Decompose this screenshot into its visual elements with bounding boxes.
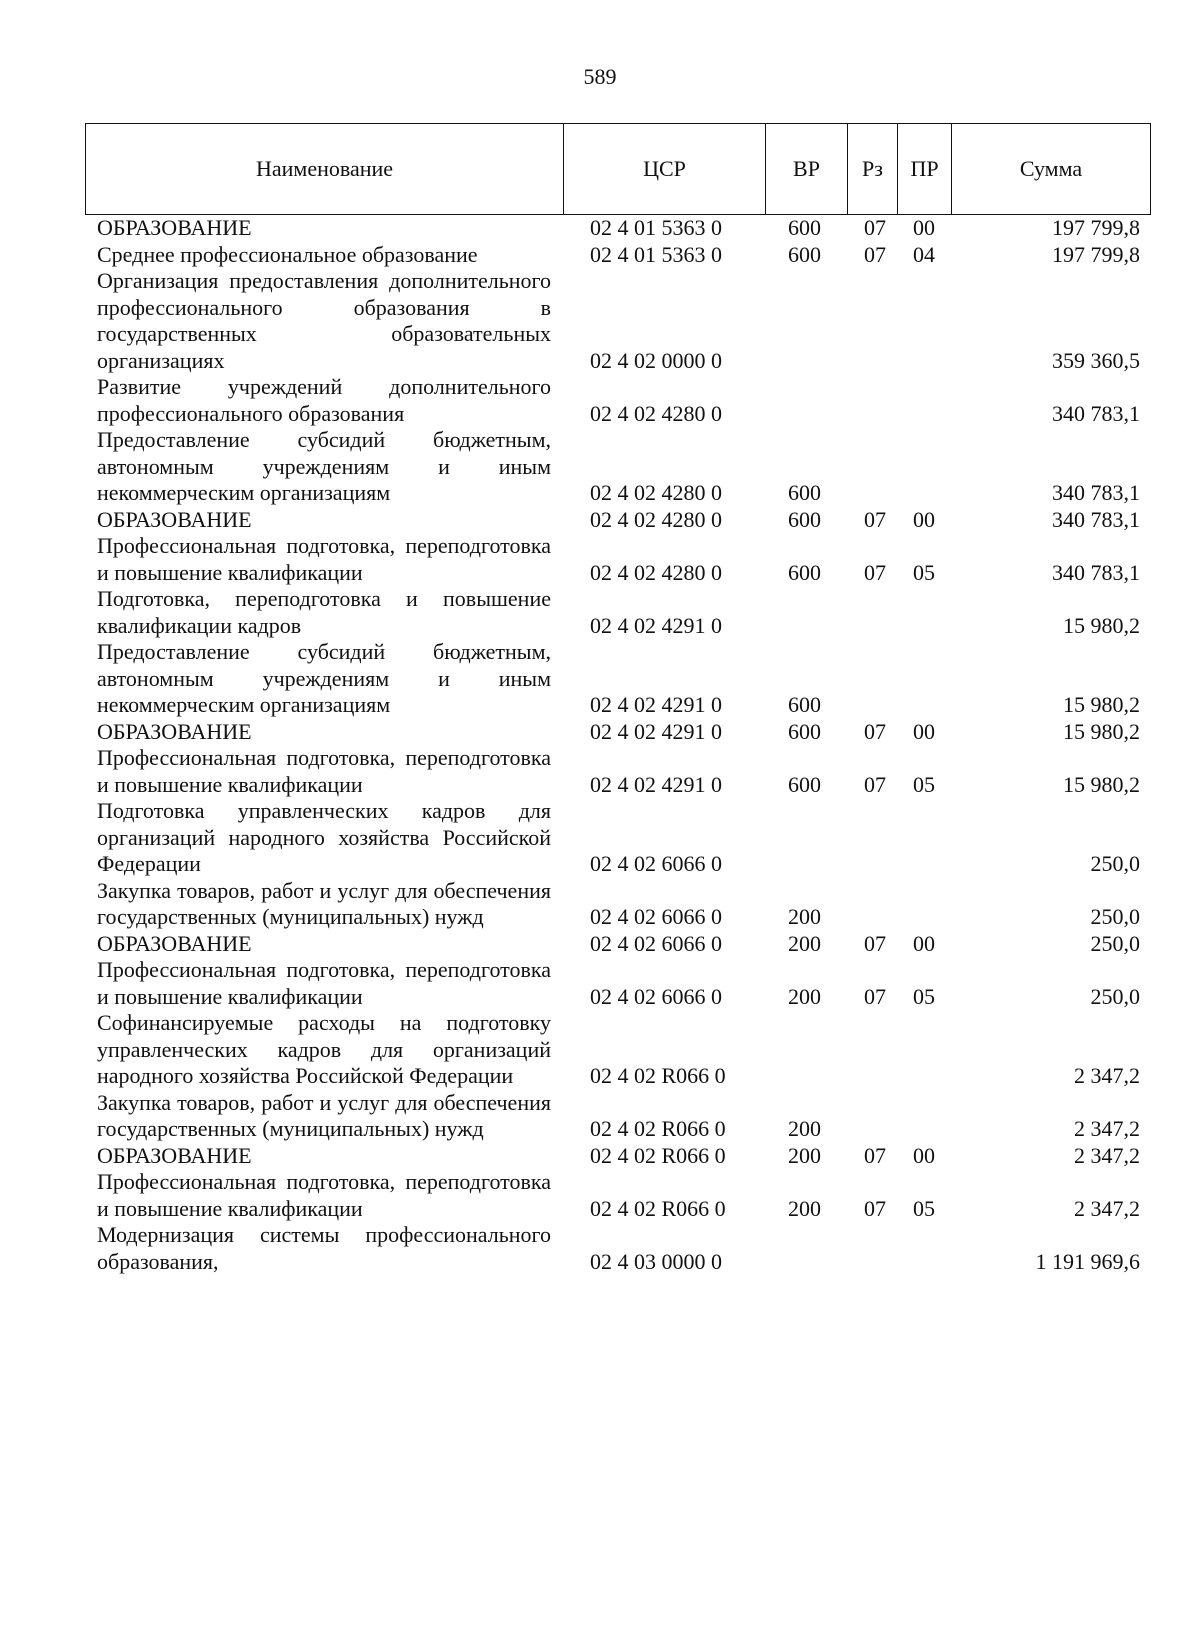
row-csr: 02 4 03 0000 0 [590, 1248, 722, 1274]
header-vr: ВР [766, 124, 848, 214]
row-vr: 600 [788, 718, 821, 744]
row-csr: 02 4 02 4280 0 [590, 506, 722, 532]
row-sum: 340 783,1 [1052, 506, 1140, 532]
row-csr: 02 4 02 0000 0 [590, 347, 722, 373]
table-row [0, 1010, 1200, 1090]
table-row [0, 586, 1200, 639]
row-vr: 200 [788, 904, 821, 929]
row-csr: 02 4 02 R066 0 [590, 1116, 726, 1141]
row-name: ОБРАЗОВАНИЕ [97, 718, 252, 744]
table-body [0, 215, 1200, 1275]
row-sum: 250,0 [1090, 851, 1140, 876]
row-csr: 02 4 02 4280 0 [590, 480, 722, 505]
row-vr: 600 [788, 771, 821, 797]
row-name: ОБРАЗОВАНИЕ [97, 215, 252, 240]
table-row [0, 1143, 1200, 1170]
table-row [0, 1169, 1200, 1222]
table-header [85, 123, 1151, 215]
row-rz: 07 [864, 559, 886, 585]
row-name: Закупка товаров, работ и услуг для обеспечения государственных (муниципальных) нужд [97, 877, 551, 929]
row-sum: 15 980,2 [1063, 612, 1140, 638]
row-vr: 600 [788, 692, 821, 717]
row-pr: 04 [913, 241, 935, 267]
table-row [0, 1090, 1200, 1143]
row-pr: 05 [913, 983, 935, 1009]
row-pr: 05 [913, 1195, 935, 1221]
row-sum: 2 347,2 [1074, 1195, 1140, 1221]
row-name: ОБРАЗОВАНИЕ [97, 506, 252, 532]
row-rz: 07 [864, 771, 886, 797]
row-sum: 15 980,2 [1063, 692, 1140, 717]
table-row [0, 745, 1200, 798]
table-row [0, 878, 1200, 931]
row-csr: 02 4 02 4291 0 [590, 771, 722, 797]
row-csr: 02 4 02 6066 0 [590, 930, 722, 956]
row-pr: 00 [913, 215, 935, 240]
table-row [0, 931, 1200, 958]
table-row [0, 957, 1200, 1010]
row-csr: 02 4 02 4291 0 [590, 692, 722, 717]
row-vr: 600 [788, 559, 821, 585]
row-vr: 200 [788, 1142, 821, 1168]
row-name: Модернизация системы профессионального образования, [97, 1222, 551, 1274]
row-pr: 05 [913, 559, 935, 585]
header-name: Наименование [86, 124, 564, 214]
table-row [0, 639, 1200, 719]
row-sum: 340 783,1 [1052, 480, 1140, 505]
table-row [0, 242, 1200, 269]
row-sum: 250,0 [1090, 904, 1140, 929]
row-sum: 250,0 [1090, 983, 1140, 1009]
row-rz: 07 [864, 1195, 886, 1221]
row-vr: 200 [788, 1195, 821, 1221]
row-vr: 600 [788, 480, 821, 505]
row-name: Профессиональная подготовка, переподготовка и повышение квалификации [97, 957, 551, 1009]
table-row [0, 427, 1200, 507]
row-csr: 02 4 01 5363 0 [590, 241, 722, 267]
row-vr: 200 [788, 1116, 821, 1141]
row-rz: 07 [864, 930, 886, 956]
row-pr: 05 [913, 771, 935, 797]
row-pr: 00 [913, 1142, 935, 1168]
row-pr: 00 [913, 506, 935, 532]
header-sum: Сумма [1019, 156, 1083, 181]
header-pr: ПР [898, 124, 952, 214]
row-rz: 07 [864, 215, 886, 240]
header-csr: ЦСР [564, 124, 766, 214]
row-name: Среднее профессиональное образование [97, 241, 478, 267]
row-name: Профессиональная подготовка, переподготовка и повышение квалификации [97, 1169, 551, 1221]
row-vr: 600 [788, 241, 821, 267]
row-csr: 02 4 02 6066 0 [590, 904, 722, 929]
row-csr: 02 4 02 R066 0 [590, 1195, 726, 1221]
row-name: Развитие учреждений дополнительного профессионального образования [97, 374, 551, 426]
row-csr: 02 4 02 6066 0 [590, 983, 722, 1009]
row-pr: 00 [913, 930, 935, 956]
row-sum: 2 347,2 [1074, 1063, 1140, 1088]
row-rz: 07 [864, 718, 886, 744]
row-sum: 250,0 [1090, 930, 1140, 956]
row-name: Профессиональная подготовка, переподготовка и повышение квалификации [97, 533, 551, 585]
row-sum: 2 347,2 [1074, 1116, 1140, 1141]
row-name: Организация предоставления дополнительного профессионального образования в государственных образовательных организациях [97, 268, 551, 373]
row-csr: 02 4 02 4280 0 [590, 559, 722, 585]
row-sum: 197 799,8 [1052, 241, 1140, 267]
row-csr: 02 4 02 4280 0 [590, 400, 722, 426]
row-sum: 340 783,1 [1052, 559, 1140, 585]
row-vr: 200 [788, 930, 821, 956]
row-name: Предоставление субсидий бюджетным, автономным учреждениям и иным некоммерческим организациям [97, 639, 551, 717]
row-vr: 600 [788, 506, 821, 532]
table-row [0, 719, 1200, 746]
row-pr: 00 [913, 718, 935, 744]
row-vr: 600 [788, 215, 821, 240]
row-name: Подготовка, переподготовка и повышение квалификации кадров [97, 586, 551, 638]
row-sum: 359 360,5 [1052, 347, 1140, 373]
table-row [0, 507, 1200, 534]
row-csr: 02 4 02 R066 0 [590, 1142, 726, 1168]
row-name: Подготовка управленческих кадров для организаций народного хозяйства Российской Федерации [97, 798, 551, 876]
header-rz: Рз [848, 124, 898, 214]
table-row [0, 374, 1200, 427]
table-row [0, 798, 1200, 878]
row-csr: 02 4 02 4291 0 [590, 718, 722, 744]
row-csr: 02 4 02 6066 0 [590, 851, 722, 876]
row-csr: 02 4 02 4291 0 [590, 612, 722, 638]
row-sum: 2 347,2 [1074, 1142, 1140, 1168]
table-row [0, 215, 1200, 242]
row-rz: 07 [864, 241, 886, 267]
row-name: Предоставление субсидий бюджетным, автономным учреждениям и иным некоммерческим организациям [97, 427, 551, 505]
row-name: Софинансируемые расходы на подготовку управленческих кадров для организаций народного хозяйства Российской Федерации [97, 1010, 551, 1088]
row-sum: 1 191 969,6 [1035, 1248, 1140, 1274]
row-sum: 340 783,1 [1052, 400, 1140, 426]
table-row [0, 1222, 1200, 1275]
row-name: Закупка товаров, работ и услуг для обеспечения государственных (муниципальных) нужд [97, 1089, 551, 1141]
row-name: Профессиональная подготовка, переподготовка и повышение квалификации [97, 745, 551, 797]
row-vr: 200 [788, 983, 821, 1009]
row-name: ОБРАЗОВАНИЕ [97, 930, 252, 956]
row-sum: 15 980,2 [1063, 771, 1140, 797]
row-rz: 07 [864, 983, 886, 1009]
table-row [0, 533, 1200, 586]
row-sum: 197 799,8 [1052, 215, 1140, 240]
row-csr: 02 4 01 5363 0 [590, 215, 722, 240]
row-sum: 15 980,2 [1063, 718, 1140, 744]
table-row [0, 268, 1200, 374]
row-csr: 02 4 02 R066 0 [590, 1063, 726, 1088]
page-number: 589 [583, 64, 617, 89]
row-name: ОБРАЗОВАНИЕ [97, 1142, 252, 1168]
row-rz: 07 [864, 506, 886, 532]
row-rz: 07 [864, 1142, 886, 1168]
